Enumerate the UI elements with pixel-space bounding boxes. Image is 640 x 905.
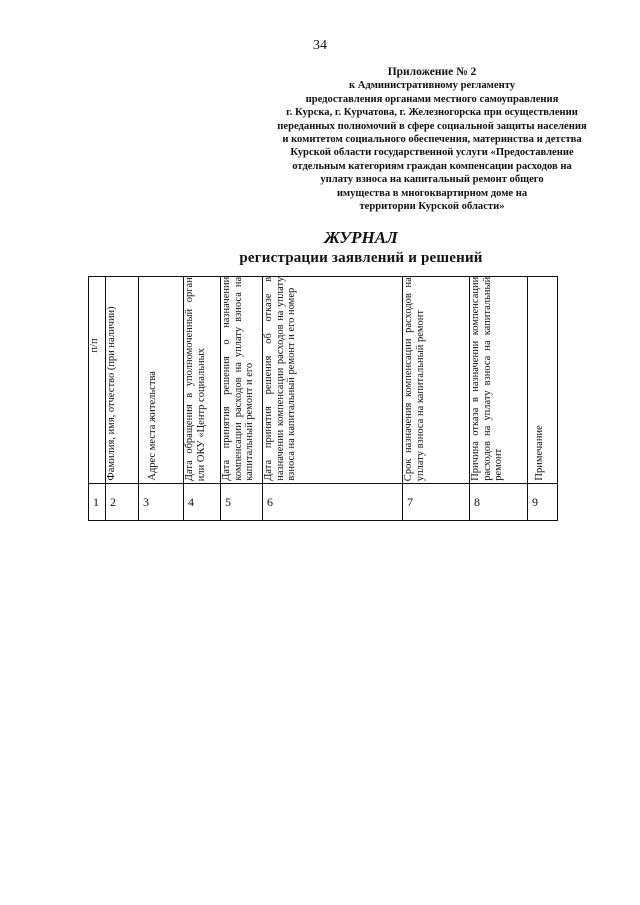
column-number: 2 xyxy=(106,484,139,521)
header-cell xyxy=(403,277,470,484)
header-cell xyxy=(470,277,528,484)
registry-table xyxy=(88,276,558,521)
header-cell xyxy=(106,277,139,484)
appendix-line: уплату взноса на капитальный ремонт общего xyxy=(320,174,544,186)
table-row xyxy=(89,484,558,521)
header-cell xyxy=(221,277,263,484)
appendix-line: Приложение № 2 xyxy=(387,66,477,78)
appendix-line: г. Курска, г. Курчатова, г. Железногорска при осуществлении xyxy=(286,107,578,119)
header-cell xyxy=(263,277,403,484)
appendix-line: территории Курской области» xyxy=(359,201,505,213)
column-number: 8 xyxy=(470,484,528,521)
header-compensation-term: Срок назначения компенсации расходов на уплату взноса на капитальный ремонт xyxy=(403,277,426,481)
header-refusal-date: Дата принятия решения об отказе в назначении компенсации расходов на уплату взноса на капитальный ремонт и его номер xyxy=(263,277,298,481)
header-approval-date: Дата принятия решения о назначении компенсации расходов на уплату взноса на капитальный ремонт и его xyxy=(221,277,256,481)
appendix-line: Курской области государственной услуги «Предоставление xyxy=(290,147,574,159)
table-header-row xyxy=(89,277,558,484)
page-number: 34 xyxy=(313,38,327,53)
column-number: 7 xyxy=(403,484,470,521)
header-full-name: Фамилия, имя, отчество (при наличии) xyxy=(106,306,117,481)
header-cell xyxy=(139,277,184,484)
column-number: 3 xyxy=(139,484,184,521)
appendix-line: к Административному регламенту xyxy=(348,80,516,92)
column-number: 4 xyxy=(184,484,221,521)
appendix-line: и комитетом социального обеспечения, материнства и детства xyxy=(282,134,582,146)
header-index: п/п xyxy=(89,338,100,353)
header-cell xyxy=(89,277,106,484)
column-number: 1 xyxy=(89,484,106,521)
journal-title: ЖУРНАЛ xyxy=(324,228,398,247)
header-application-date: Дата обращения в уполномоченный орган или ОКУ «Центр социальных xyxy=(184,277,207,481)
header-cell xyxy=(528,277,558,484)
registry-table-container xyxy=(88,276,558,521)
appendix-heading xyxy=(262,66,602,213)
appendix-line: переданных полномочий в сфере социальной защиты населения xyxy=(277,120,587,132)
column-number: 6 xyxy=(263,484,403,521)
header-cell xyxy=(184,277,221,484)
column-number: 9 xyxy=(528,484,558,521)
appendix-line: отдельным категориям граждан компенсации расходов на xyxy=(292,160,572,172)
appendix-line: предоставления органами местного самоуправления xyxy=(305,93,559,105)
appendix-line: имущества в многоквартирном доме на xyxy=(336,187,528,199)
header-address: Адрес места жительства xyxy=(147,371,158,481)
column-number: 5 xyxy=(221,484,263,521)
header-note: Примечание xyxy=(534,425,545,481)
header-refusal-reason: Причина отказа в назначении компенсации расходов на уплату взноса на капитальный ремонт xyxy=(470,277,505,481)
journal-subtitle: регистрации заявлений и решений xyxy=(239,250,483,266)
